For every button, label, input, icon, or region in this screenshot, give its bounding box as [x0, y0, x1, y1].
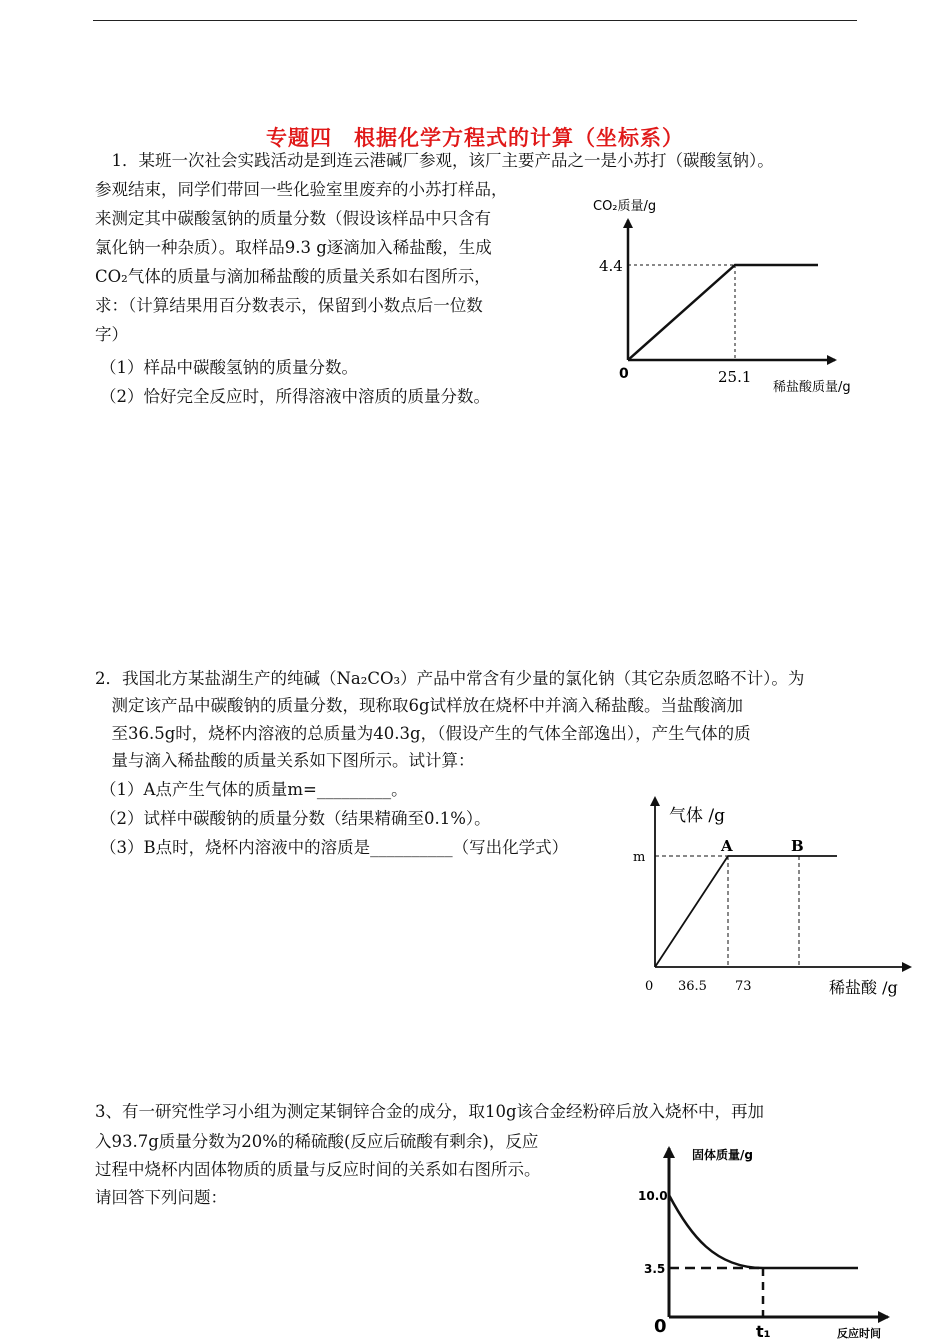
chart-1-xlabel: 稀盐酸质量/g	[773, 380, 851, 395]
chart-2-xtick: 36.5	[678, 979, 707, 994]
chart-2-ytick: m	[633, 850, 646, 865]
q1-line: 字）	[95, 325, 128, 344]
q1-line: 来测定其中碳酸氢钠的质量分数（假设该样品中只含有	[95, 209, 491, 228]
q2-sub1: （1）A点产生气体的质量m=_________。	[100, 780, 408, 799]
chart-3-ytick: 3.5	[644, 1262, 666, 1276]
chart-2-xtick: 73	[735, 979, 752, 994]
chart-3-xtick: t₁	[756, 1322, 771, 1341]
q3-line: 过程中烧杯内固体物质的质量与反应时间的关系如右图所示。	[95, 1160, 541, 1179]
chart-3-origin: 0	[654, 1316, 667, 1337]
q3-line: 入93.7g质量分数为20%的稀硫酸(反应后硫酸有剩余)，反应	[95, 1132, 539, 1151]
chart-2-xtick: 0	[645, 979, 654, 994]
chart-2-ylabel: 气体 /g	[669, 806, 726, 826]
q2-line: 至36.5g时，烧杯内溶液的总质量为40.3g，（假设产生的气体全部逸出），产生气体的质	[95, 724, 751, 743]
chart-3-ytick: 10.0	[638, 1189, 668, 1203]
q1-line: CO₂气体的质量与滴加稀盐酸的质量关系如右图所示，	[95, 267, 491, 286]
q1-line: 求：（计算结果用百分数表示，保留到小数点后一位数	[95, 296, 483, 315]
chart-2-xlabel: 稀盐酸 /g	[829, 978, 898, 997]
chart-1-ytick: 4.4	[599, 257, 623, 275]
chart-1-series-line	[628, 265, 818, 360]
chart-1-xtick: 25.1	[718, 368, 752, 386]
chart-3-xlabel: 反应时间	[837, 1327, 881, 1340]
chart-2-point-a: A	[721, 837, 733, 855]
q2-line: 测定该产品中碳酸钠的质量分数，现称取6g试样放在烧杯中并滴入稀盐酸。当盐酸滴加	[95, 696, 744, 715]
chart-1-co2	[585, 190, 875, 405]
q3-line: 请回答下列问题：	[95, 1188, 227, 1207]
chart-1-origin: 0	[619, 366, 629, 382]
q3-line: 3、有一研究性学习小组为测定某铜锌合金的成分，取10g该合金经粉碎后放入烧杯中，再加	[95, 1102, 765, 1121]
chart-3-curve	[669, 1195, 763, 1268]
q1-line: 1．某班一次社会实践活动是到连云港碱厂参观，该厂主要产品之一是小苏打（碳酸氢钠）。	[95, 151, 774, 170]
header-rule	[93, 20, 857, 21]
q1-sub2: （2）恰好完全反应时，所得溶液中溶质的质量分数。	[100, 387, 490, 406]
chart-3-ylabel: 固体质量/g	[692, 1148, 753, 1162]
chart-2-series-line	[655, 856, 837, 967]
chart-2-gas	[625, 790, 915, 1000]
chart-1-ylabel: CO₂质量/g	[593, 199, 657, 214]
q1-line: 参观结束，同学们带回一些化验室里废弃的小苏打样品，	[95, 180, 508, 199]
q2-line: 2．我国北方某盐湖生产的纯碱（Na₂CO₃）产品中常含有少量的氯化钠（其它杂质忽略不计）。为	[95, 669, 805, 688]
q1-line: 氯化钠一种杂质）。取样品9.3 g逐滴加入稀盐酸，生成	[95, 238, 492, 257]
q2-line: 量与滴入稀盐酸的质量关系如下图所示。试计算：	[95, 751, 475, 770]
q2-sub2: （2）试样中碳酸钠的质量分数（结果精确至0.1%）。	[100, 809, 491, 828]
chart-2-point-b: B	[791, 837, 804, 855]
chart-3-solid	[630, 1140, 920, 1342]
page-title: 专题四 根据化学方程式的计算（坐标系）	[266, 126, 684, 150]
q1-sub1: （1）样品中碳酸氢钠的质量分数。	[100, 358, 358, 377]
q2-sub3: （3）B点时，烧杯内溶液中的溶质是__________（写出化学式）	[100, 838, 569, 857]
